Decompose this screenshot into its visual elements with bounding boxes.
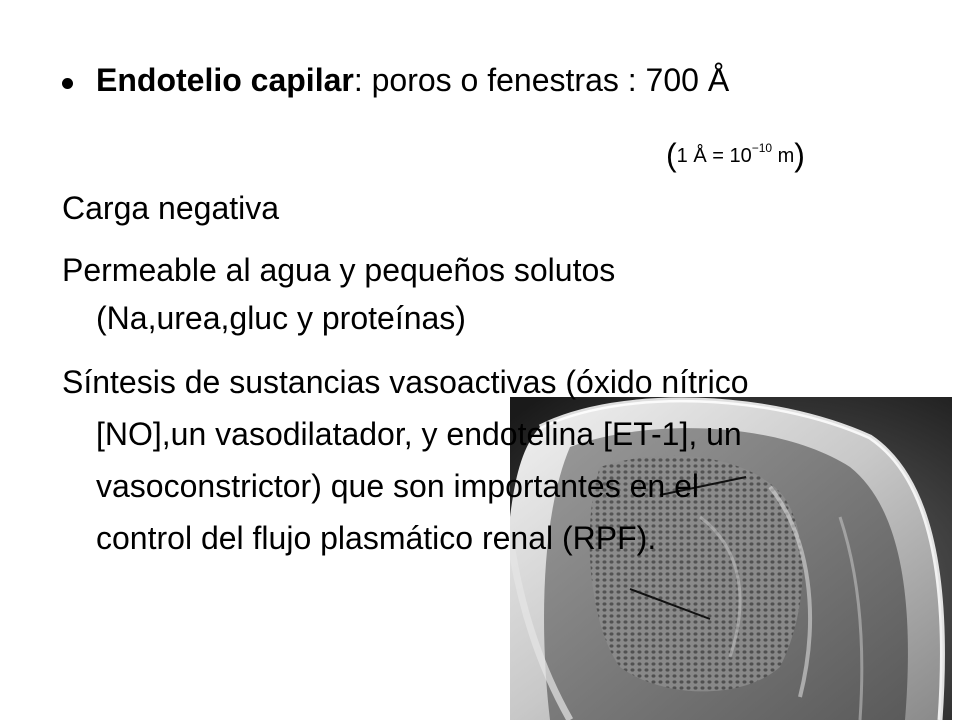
bullet-endotelio xyxy=(96,60,729,100)
formula-close-paren: ) xyxy=(794,137,805,173)
formula-unit: m xyxy=(772,145,795,167)
line-sintesis-2: [NO],un vasodilatador, y endotelina [ET-1], un xyxy=(96,416,742,452)
bullet-dot-icon xyxy=(62,78,73,89)
line-carga-negativa: Carga negativa xyxy=(62,190,280,226)
formula-exponent: −10 xyxy=(751,141,773,155)
line-sintesis-3: vasoconstrictor) que son importantes en el xyxy=(96,468,699,504)
bullet-bold-term: Endotelio capilar xyxy=(96,62,354,98)
line-permeable-2: (Na,urea,gluc y proteínas) xyxy=(96,300,466,336)
line-permeable-1: Permeable al agua y pequeños solutos xyxy=(62,252,616,288)
formula-open-paren: ( xyxy=(666,137,677,173)
line-sintesis-4: control del flujo plasmático renal (RPF). xyxy=(96,520,657,556)
bullet-rest: : poros o fenestras : 700 Å xyxy=(353,62,730,98)
formula-base: 1 Å = 10 xyxy=(676,145,752,167)
line-sintesis-1: Síntesis de sustancias vasoactivas (óxido nítrico xyxy=(62,364,749,400)
angstrom-formula xyxy=(666,128,805,176)
